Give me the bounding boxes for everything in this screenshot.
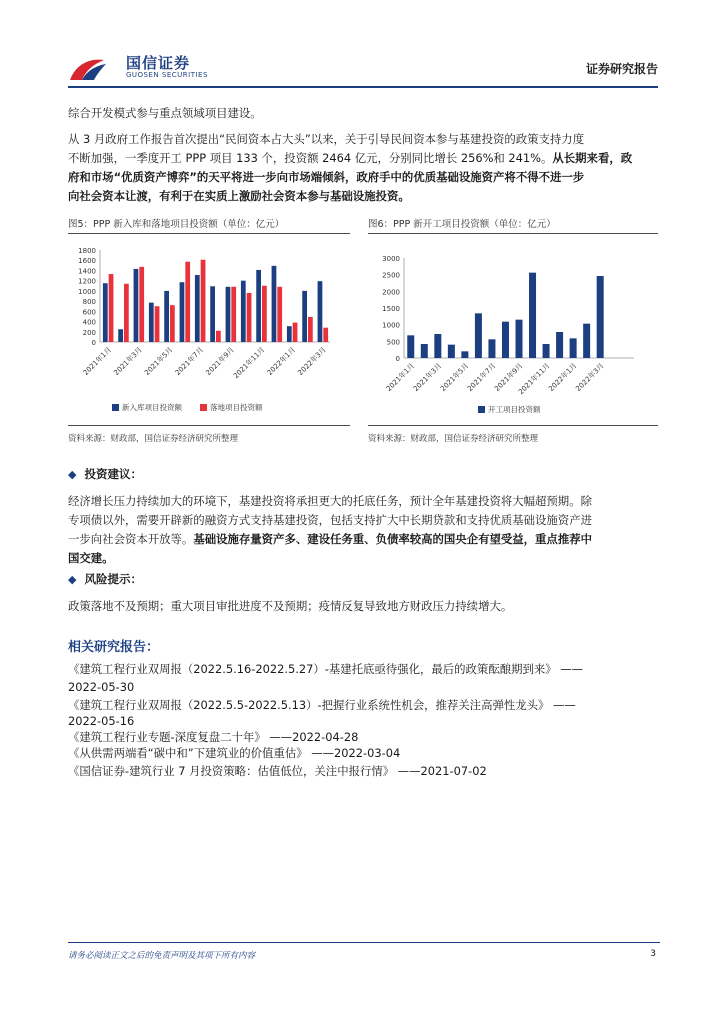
related-report-date: 2022-05-30 bbox=[68, 680, 135, 694]
paragraph-line bbox=[68, 549, 660, 568]
bar bbox=[293, 323, 298, 342]
figure6-source: 资料来源：财政部，国信证券经济研究所整理 bbox=[368, 434, 539, 444]
footer-disclaimer: 请务必阅读正文之后的免责声明及其项下所有内容 bbox=[68, 951, 256, 961]
y-tick-label: 1000 bbox=[78, 287, 96, 296]
bar bbox=[164, 291, 169, 342]
x-tick-label: 2022年1月 bbox=[265, 345, 298, 378]
paragraph-bold-text: 向社会资本让渡，有利于在实质上激励社会资本参与基础设施投资。 bbox=[68, 189, 410, 203]
page-number: 3 bbox=[650, 949, 656, 959]
y-tick-label: 2000 bbox=[382, 288, 400, 297]
x-tick-label: 2022年3月 bbox=[574, 361, 606, 394]
bar bbox=[583, 324, 590, 358]
risk-heading bbox=[68, 571, 142, 587]
figure5-bottom-rule bbox=[68, 425, 350, 426]
bar bbox=[124, 284, 129, 342]
bar bbox=[241, 281, 246, 342]
bar bbox=[201, 260, 206, 342]
bar bbox=[308, 317, 313, 342]
x-tick-label: 2022年3月 bbox=[296, 345, 328, 378]
paragraph-line: 经济增长压力持续加大的环境下，基建投资将承担更大的托底任务，预计全年基建投资将大幅超预期。除 bbox=[68, 494, 592, 508]
bar bbox=[149, 303, 154, 342]
diamond-bullet-icon: ◆ bbox=[68, 573, 77, 586]
legend-swatch bbox=[112, 404, 119, 411]
y-tick-label: 600 bbox=[82, 308, 96, 317]
x-tick-label: 2021年1月 bbox=[81, 345, 114, 378]
legend-label: 落地项目投资额 bbox=[210, 403, 263, 412]
bar bbox=[216, 331, 221, 342]
logo-text-en: GUOSEN SECURITIES bbox=[126, 71, 208, 79]
related-report-link[interactable]: 《建筑工程行业专题-深度复盘二十年》 ——2022-04-28 bbox=[68, 730, 359, 744]
legend-swatch bbox=[200, 404, 207, 411]
guosen-logo-icon bbox=[68, 54, 108, 84]
bar bbox=[287, 326, 292, 342]
figure5-title: 图5：PPP 新入库和落地项目投资额（单位：亿元） bbox=[68, 219, 285, 230]
figure5-chart bbox=[68, 238, 350, 418]
report-type-label: 证券研究报告 bbox=[585, 62, 658, 76]
related-report-link[interactable]: 《建筑工程行业双周报（2022.5.16-2022.5.27）-基建托底亟待强化，最后的政策酝酿期到来》 —— bbox=[68, 662, 584, 676]
bar bbox=[226, 287, 231, 342]
y-tick-label: 1400 bbox=[78, 267, 96, 276]
paragraph-line: 专项债以外，需要开辟新的融资方式支持基建投资，包括支持扩大中长期贷款和支持优质基础设施资产进 bbox=[68, 513, 592, 527]
legend-swatch bbox=[478, 406, 485, 413]
x-tick-label: 2021年11月 bbox=[517, 361, 552, 397]
bar bbox=[597, 276, 604, 358]
y-tick-label: 0 bbox=[395, 355, 400, 363]
bar bbox=[256, 270, 261, 342]
bar bbox=[180, 282, 185, 342]
related-report-link[interactable]: 《建筑工程行业双周报（2022.5.5-2022.5.13）-把握行业系统性机会，推荐关注高弹性龙头》 —— bbox=[68, 698, 576, 712]
bar bbox=[103, 283, 108, 342]
y-tick-label: 1800 bbox=[78, 247, 96, 255]
legend-label: 开工项目投资额 bbox=[488, 405, 541, 414]
paragraph-bold-text: 府和市场“优质资产博弈”的天平将进一步向市场端倾斜，政府手中的优质基础设施资产将不得不进一步 bbox=[68, 170, 585, 184]
related-report-date: 2022-05-16 bbox=[68, 714, 135, 728]
x-tick-label: 2021年3月 bbox=[411, 361, 444, 394]
paragraph-text: 一步向社会资本开放等。 bbox=[68, 532, 194, 546]
y-tick-label: 3000 bbox=[382, 255, 400, 263]
x-tick-label: 2021年9月 bbox=[493, 361, 525, 394]
x-tick-label: 2022年1月 bbox=[547, 361, 579, 394]
risk-heading-text: 风险提示： bbox=[84, 572, 142, 586]
y-tick-label: 2500 bbox=[382, 271, 400, 280]
paragraph-policy bbox=[68, 130, 660, 206]
paragraph-intro: 综合开发模式参与重点领域项目建设。 bbox=[68, 106, 262, 120]
bar bbox=[210, 286, 215, 342]
bar bbox=[195, 275, 200, 342]
x-tick-label: 2021年5月 bbox=[143, 345, 175, 378]
x-tick-label: 2021年7月 bbox=[173, 345, 206, 378]
paragraph-line bbox=[68, 149, 660, 168]
y-tick-label: 500 bbox=[386, 338, 400, 347]
x-tick-label: 2021年5月 bbox=[438, 361, 471, 394]
paragraph-line: 从 3 月政府工作报告首次提出“民间资本占大头”以来，关于引导民间资本参与基建投资的政策支持力度 bbox=[68, 132, 585, 146]
invest-paragraph bbox=[68, 492, 660, 568]
figure6-title: 图6：PPP 新开工项目投资额（单位：亿元） bbox=[368, 219, 556, 230]
paragraph-text: 不断加强，一季度开工 PPP 项目 133 个，投资额 2464 亿元，分别同比增长 256%和 241%。 bbox=[68, 151, 553, 165]
bar bbox=[488, 339, 495, 358]
page-header bbox=[68, 48, 658, 88]
figure6-top-rule bbox=[368, 233, 658, 234]
bar bbox=[502, 322, 509, 358]
bar bbox=[231, 287, 236, 342]
paragraph-line bbox=[68, 530, 660, 549]
logo-text-cn: 国信证券 bbox=[126, 54, 191, 72]
invest-heading bbox=[68, 466, 142, 482]
figure6-bottom-rule bbox=[368, 425, 658, 426]
x-tick-label: 2021年1月 bbox=[384, 361, 417, 394]
bar bbox=[118, 329, 123, 342]
related-reports-heading: 相关研究报告： bbox=[68, 640, 160, 655]
x-tick-label: 2021年9月 bbox=[204, 345, 236, 378]
bar bbox=[109, 274, 114, 342]
bar bbox=[139, 267, 144, 342]
bar bbox=[556, 332, 563, 358]
y-tick-label: 400 bbox=[82, 318, 96, 327]
related-report-link[interactable]: 《从供需两端看“碳中和”下建筑业的价值重估》 ——2022-03-04 bbox=[68, 746, 401, 760]
paragraph-bold-text: 基础设施存量资产多、建设任务重、负债率较高的国央企有望受益，重点推荐中 bbox=[193, 532, 592, 546]
figure6-chart bbox=[368, 238, 658, 418]
x-tick-label: 2021年11月 bbox=[231, 345, 267, 381]
footer-divider bbox=[68, 942, 660, 943]
bar bbox=[461, 351, 468, 358]
paragraph-line bbox=[68, 187, 660, 206]
legend-label: 新入库项目投资额 bbox=[122, 403, 182, 412]
bar bbox=[272, 266, 277, 342]
bar bbox=[407, 335, 414, 358]
bar bbox=[448, 345, 455, 358]
header-divider bbox=[68, 86, 658, 88]
paragraph-bold-text: 国交建。 bbox=[68, 551, 114, 565]
bar bbox=[434, 334, 441, 358]
figure5-source: 资料来源：财政部，国信证券经济研究所整理 bbox=[68, 434, 239, 444]
y-tick-label: 200 bbox=[82, 328, 96, 337]
risk-paragraph: 政策落地不及预期；重大项目审批进度不及预期；疫情反复导致地方财政压力持续增大。 bbox=[68, 599, 513, 613]
paragraph-bold-text: 从长期来看，政 bbox=[552, 151, 633, 165]
invest-heading-text: 投资建议： bbox=[84, 467, 142, 481]
diamond-bullet-icon: ◆ bbox=[68, 468, 77, 481]
bar bbox=[529, 273, 536, 358]
bar bbox=[421, 344, 428, 358]
bar bbox=[170, 305, 175, 342]
bar bbox=[516, 320, 523, 358]
figure5-top-rule bbox=[68, 233, 350, 234]
bar bbox=[262, 286, 267, 342]
y-tick-label: 800 bbox=[82, 298, 96, 307]
y-tick-label: 1500 bbox=[382, 305, 400, 313]
bar bbox=[543, 344, 550, 358]
related-report-link[interactable]: 《国信证券-建筑行业 7 月投资策略：估值低位，关注中报行情》 ——2021-07-02 bbox=[68, 764, 487, 778]
bar bbox=[247, 293, 252, 342]
x-tick-label: 2021年3月 bbox=[112, 345, 144, 378]
bar bbox=[277, 287, 282, 342]
paragraph-line bbox=[68, 168, 660, 187]
bar bbox=[185, 262, 190, 342]
y-tick-label: 1200 bbox=[78, 277, 96, 286]
x-tick-label: 2021年7月 bbox=[466, 361, 498, 394]
bar bbox=[323, 328, 328, 342]
bar bbox=[318, 281, 323, 342]
bar bbox=[302, 291, 307, 342]
bar bbox=[155, 306, 160, 342]
y-tick-label: 1000 bbox=[382, 321, 400, 330]
y-tick-label: 0 bbox=[91, 339, 96, 347]
bar bbox=[134, 269, 139, 342]
y-tick-label: 1600 bbox=[78, 257, 96, 266]
bar bbox=[475, 313, 482, 358]
bar bbox=[570, 338, 577, 358]
